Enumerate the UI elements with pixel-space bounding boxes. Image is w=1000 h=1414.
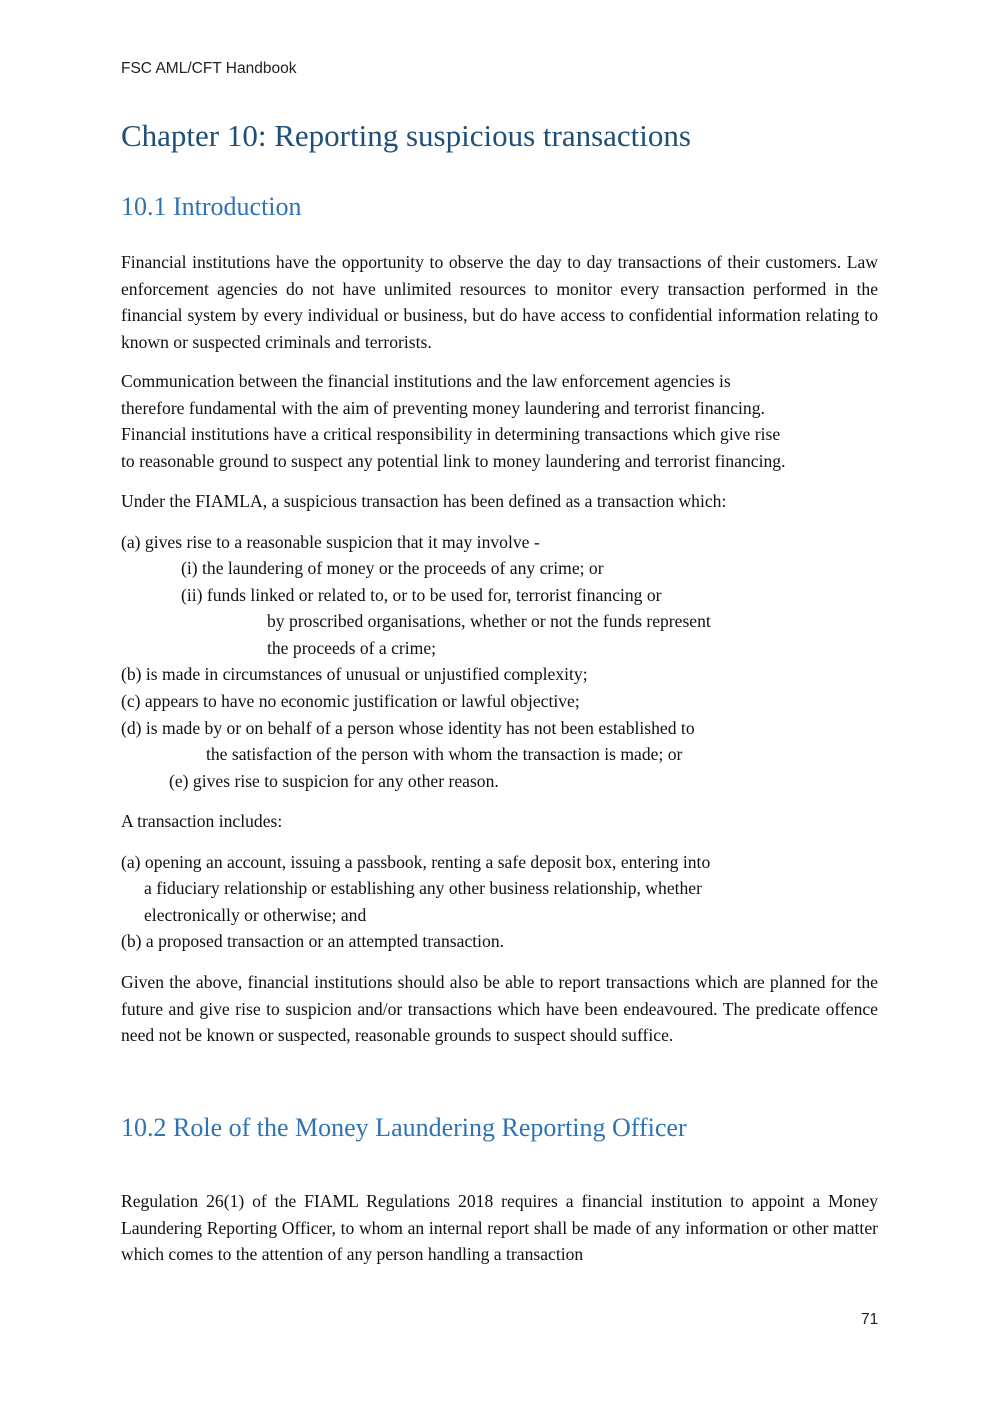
intro-paragraph-3: Under the FIAMLA, a suspicious transaction has been defined as a transaction which: (121, 491, 727, 511)
definition-subitem-ii-continuation-2: the proceeds of a crime; (267, 638, 437, 658)
intro-paragraph-4: A transaction includes: (121, 811, 283, 831)
section-title-introduction: 10.1 Introduction (121, 192, 302, 221)
definition-subitem-ii-continuation-1: by proscribed organisations, whether or not the funds represent (267, 611, 711, 631)
definition-item-c: (c) appears to have no economic justification or lawful objective; (121, 691, 580, 711)
includes-item-b: (b) a proposed transaction or an attempted transaction. (121, 931, 505, 951)
intro-paragraph-1: Financial institutions have the opportunity to observe the day to day transactions of their customers. Law enforcement agencies do not have unlimited resources to monitor every transaction performed in the financial system by every individual or business, but do have access to confidential information relating to known or suspected criminals and terrorists. (121, 252, 878, 352)
intro-paragraph-2-line-4: to reasonable ground to suspect any potential link to money laundering and terrorist financing. (121, 451, 786, 471)
intro-paragraph-2-line-2: therefore fundamental with the aim of preventing money laundering and terrorist financing. (121, 398, 765, 418)
section-title-mlro: 10.2 Role of the Money Laundering Reporting Officer (121, 1113, 687, 1142)
definition-item-b: (b) is made in circumstances of unusual or unjustified complexity; (121, 664, 588, 684)
includes-item-a-continuation-2: electronically or otherwise; and (144, 905, 367, 925)
intro-paragraph-5: Given the above, financial institutions should also be able to report transactions which are planned for the future and give rise to suspicion and/or transactions which have been endeavoured. The predicate offence need not be known or suspected, reasonable grounds to suspect should suffice. (121, 972, 878, 1045)
running-header: FSC AML/CFT Handbook (121, 60, 297, 77)
definition-item-a: (a) gives rise to a reasonable suspicion that it may involve - (121, 532, 540, 552)
definition-item-d-continuation: the satisfaction of the person with whom the transaction is made; or (206, 744, 683, 764)
definition-item-e: (e) gives rise to suspicion for any other reason. (169, 771, 499, 791)
includes-item-a-continuation-1: a fiduciary relationship or establishing any other business relationship, whether (144, 878, 702, 898)
definition-item-d: (d) is made by or on behalf of a person whose identity has not been established to (121, 718, 695, 738)
intro-paragraph-2-line-3: Financial institutions have a critical responsibility in determining transactions which give rise (121, 424, 781, 444)
definition-subitem-i: (i) the laundering of money or the proceeds of any crime; or (181, 558, 604, 578)
includes-item-a: (a) opening an account, issuing a passbook, renting a safe deposit box, entering into (121, 852, 711, 872)
chapter-title: Chapter 10: Reporting suspicious transactions (121, 118, 691, 153)
page-number: 71 (861, 1311, 879, 1328)
mlro-paragraph-1: Regulation 26(1) of the FIAML Regulations 2018 requires a financial institution to appoint a Money Laundering Reporting Officer, to whom an internal report shall be made of any information or other matter which comes to the attention of any person handling a transaction (121, 1191, 878, 1264)
definition-subitem-ii: (ii) funds linked or related to, or to be used for, terrorist financing or (181, 585, 662, 605)
intro-paragraph-2-line-1: Communication between the financial institutions and the law enforcement agencies is (121, 371, 731, 391)
